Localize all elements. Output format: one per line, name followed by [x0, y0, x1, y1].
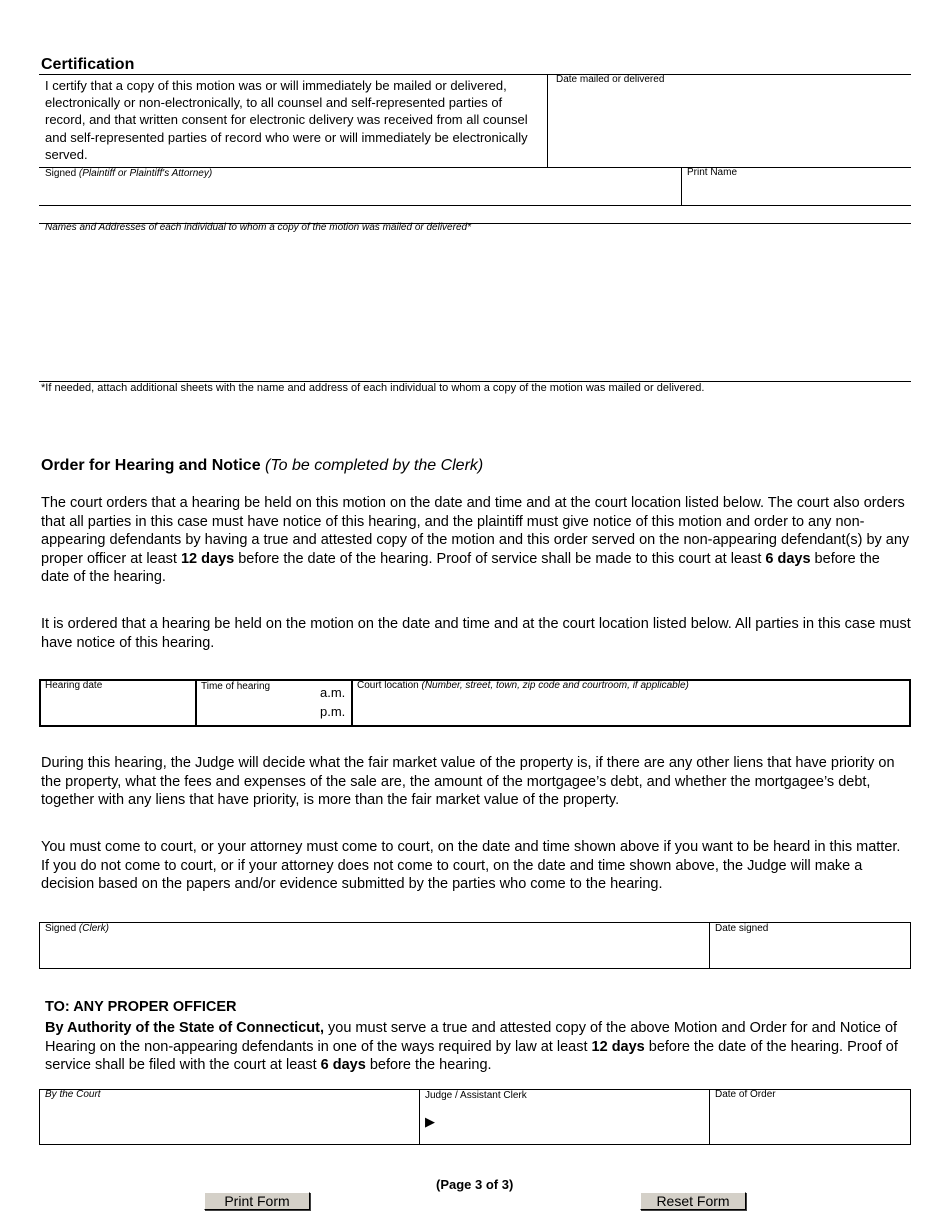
certification-heading: Certification — [41, 56, 135, 73]
clerk-signature-field[interactable] — [44, 937, 704, 966]
order-col-divider-1 — [419, 1089, 420, 1145]
certification-top-rule — [39, 74, 911, 75]
order-col-divider-2 — [709, 1089, 710, 1145]
page-number: (Page 3 of 3) — [436, 1177, 514, 1192]
by-the-court-label: By the Court — [45, 1089, 101, 1100]
attorney-signature-field[interactable] — [43, 181, 677, 204]
pm-label: p.m. — [320, 704, 346, 719]
time-of-hearing-label: Time of hearing — [201, 681, 271, 692]
date-signed-field[interactable] — [714, 937, 907, 966]
date-of-order-label: Date of Order — [715, 1089, 776, 1100]
certification-statement: I certify that a copy of this motion was or will immediately be mailed or delivered, electronically or non-electronically, to all counsel and self-represented parties of record, and that written consent for electronic delivery was received from all counsel and self-represented parties of record who were or will immediately be electronically served. — [45, 78, 528, 162]
print-name-field[interactable] — [685, 181, 907, 204]
order-paragraph-4: You must come to court, or your attorney must come to court, on the date and time shown above if you want to be heard in this matter. If you do not come to court, or if your attorney does not come to court, on the date and time shown above, the Judge will make a decision based on the papers and/or evidence submitted by the parties who come to the hearing. — [41, 839, 901, 893]
print-name-label: Print Name — [687, 167, 738, 178]
officer-heading: TO: ANY PROPER OFFICER — [45, 999, 237, 1015]
attachment-footnote: *If needed, attach additional sheets with the name and address of each individual to whom a copy of the motion was mailed or delivered. — [41, 382, 705, 394]
names-addresses-label: Names and Addresses of each individual to whom a copy of the motion was mailed or delivered* — [45, 222, 471, 233]
order-heading: Order for Hearing and Notice (To be completed by the Clerk) — [41, 457, 484, 474]
signature-bottom-rule — [39, 205, 911, 206]
clerk-col-divider — [709, 922, 710, 969]
court-location-label: Court location (Number, street, town, zip code and courtroom, if applicable) — [357, 680, 689, 691]
names-addresses-field[interactable] — [43, 237, 907, 379]
hearing-date-field[interactable] — [44, 694, 192, 724]
reset-form-button[interactable]: Reset Form — [640, 1192, 746, 1210]
judge-clerk-signature-field[interactable] — [442, 1106, 705, 1142]
signature-arrow-icon: ▶ — [425, 1114, 435, 1129]
hearing-date-label: Hearing date — [45, 680, 103, 691]
date-signed-label: Date signed — [715, 923, 769, 934]
clerk-signed-label: Signed (Clerk) — [45, 923, 109, 934]
order-paragraph-2: It is ordered that a hearing be held on the motion on the date and time and at the court location listed below. All parties in this case must have notice of this hearing. — [41, 616, 911, 651]
by-the-court-field[interactable] — [44, 1103, 414, 1142]
am-label: a.m. — [320, 685, 346, 700]
date-mailed-field[interactable] — [552, 90, 907, 164]
date-of-order-field[interactable] — [714, 1103, 907, 1142]
print-name-divider — [681, 167, 682, 206]
print-form-button[interactable]: Print Form — [204, 1192, 310, 1210]
signed-label: Signed (Plaintiff or Plaintiff's Attorney) — [45, 168, 213, 179]
court-location-field[interactable] — [357, 694, 907, 724]
certification-divider — [547, 74, 548, 167]
officer-instructions: By Authority of the State of Connecticut, you must serve a true and attested copy of the above Motion and Order for and Notice of Hearing on the non-appearing defendants in one of the ways required by law at least 12 days before the date of the hearing. Proof of service shall be filed with the court at least 6 days before the hearing. — [45, 1020, 898, 1074]
hearing-col-divider-2 — [351, 680, 353, 726]
hearing-col-divider-1 — [195, 680, 197, 726]
order-paragraph-1: The court orders that a hearing be held on this motion on the date and time and at the court location listed below. The court also orders that all parties in this case must have notice of this hearing, and the plaintiff must give notice of this motion and order to any non-appearing defendants by having a true and attested copy of the motion and this order served on the non-appearing defendant(s) by any proper officer at least 12 days before the date of the hearing. Proof of service shall be made to this court at least 6 days before the date of the hearing. — [41, 495, 910, 586]
judge-clerk-label: Judge / Assistant Clerk — [425, 1090, 527, 1101]
time-of-hearing-field[interactable] — [201, 695, 311, 724]
order-paragraph-3: During this hearing, the Judge will decide what the fair market value of the property is, if there are any other liens that have priority on the property, what the fees and expenses of the sale are, the amount of the mortgagee’s debt, and whether the mortgagee’s debt, together with any liens that have priority, is more than the fair market value of the property. — [41, 755, 895, 809]
date-mailed-label: Date mailed or delivered — [556, 74, 665, 85]
